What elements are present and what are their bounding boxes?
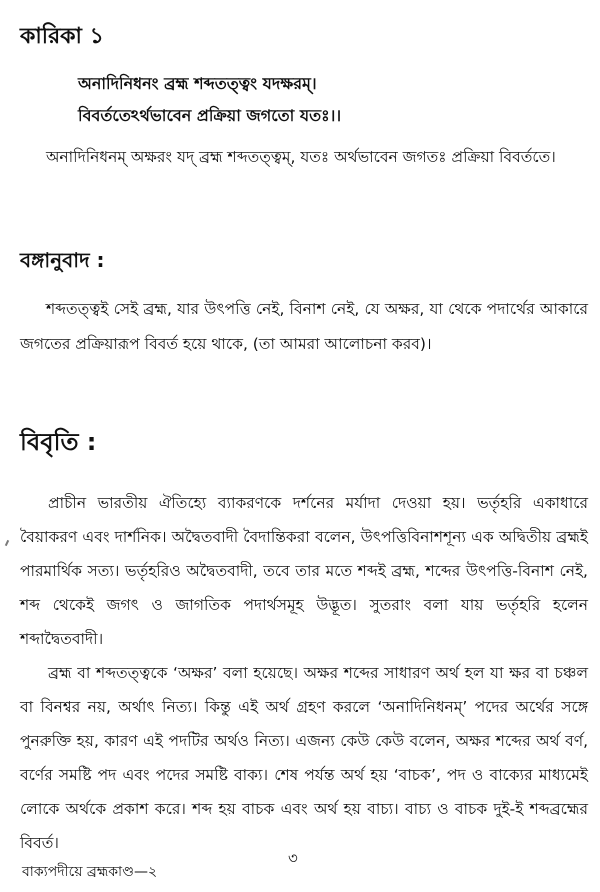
page-number: ৩	[288, 849, 298, 867]
commentary-paragraph-2: ব্রহ্ম বা শব্দতত্ত্বকে ‘অক্ষর’ বলা হয়েছে। অক্ষর শব্দের সাধারণ অর্থ হল যা ক্ষর বা চঞ্চল বা বিনশ্বর নয়, অর্থাৎ নিত্য। কিন্তু এই অর্থ গ্রহণ করলে ‘অনাদিনিধনম্’ পদের অর্থের সঙ্গে পুনরুক্তি হয়, কারণ এই পদটির অর্থও নিত্য। এজন্য কেউ কেউ বলেন, অক্ষর শব্দের অর্থ বর্ণ, বর্ণের সমষ্টি পদ এবং পদের সমষ্টি বাক্য। শেষ পর্যন্ত অর্থ হয় ‘বাচক’, পদ ও বাক্যের মাধ্যমেই লোকে অর্থকে প্রকাশ করে। শব্দ হয় বাচক এবং অর্থ হয় বাচ্য। বাচ্য ও বাচক দুই-ই শব্দব্রহ্মের বিবর্ত।	[20, 664, 588, 852]
commentary-heading: বিবৃতি :	[20, 428, 97, 456]
commentary-paragraph-1: প্রাচীন ভারতীয় ঐতিহ্যে ব্যাকরণকে দর্শনের মর্যাদা দেওয়া হয়। ভর্তৃহরি একাধারে বৈয়াকরণ এবং দার্শনিক। অদ্বৈতবাদী বৈদান্তিকরা বলেন, উৎপত্তিবিনাশশূন্য এক অদ্বিতীয় ব্রহ্মই পারমার্থিক সত্য। ভর্তৃহরিও অদ্বৈতবাদী, তবে তার মতে শব্দই ব্রহ্ম, শব্দের উৎপত্তি-বিনাশ নেই, শব্দ থেকেই জগৎ ও জাগতিক পদার্থসমূহ উদ্ভূত। সুতরাং বলা যায় ভর্তৃহরি হলেন শব্দাদ্বৈতবাদী।	[20, 494, 588, 648]
translation-paragraph: শব্দতত্ত্বই সেই ব্রহ্ম, যার উৎপত্তি নেই, বিনাশ নেই, যে অক্ষর, যা থেকে পদার্থের আকারে জগতের প্রক্রিয়ারূপ বিবর্ত হয়ে থাকে, (তা আমরা আলোচনা করব)।	[20, 300, 588, 353]
prose-paraphrase: অনাদিনিধনম্ অক্ষরং যদ্ ব্রহ্ম শব্দতত্ত্বম্, যতঃ অর্থভাবেন জগতঃ প্রক্রিয়া বিবর্ততে।	[46, 148, 556, 166]
verse-line-2: বিবর্ততেঽর্থভাবেন প্রক্রিয়া জগতো যতঃ।।	[78, 106, 342, 125]
translation-heading: বঙ্গানুবাদ :	[20, 248, 105, 272]
karika-heading: কারিকা ১	[20, 24, 104, 49]
running-footer-title: বাক্যপদীয়ে ব্রহ্মকাণ্ড—২	[22, 864, 158, 880]
margin-speck	[5, 540, 9, 546]
verse-line-1: অনাদিনিধনং ব্রহ্ম শব্দতত্ত্বং যদক্ষরম্।	[78, 74, 317, 93]
